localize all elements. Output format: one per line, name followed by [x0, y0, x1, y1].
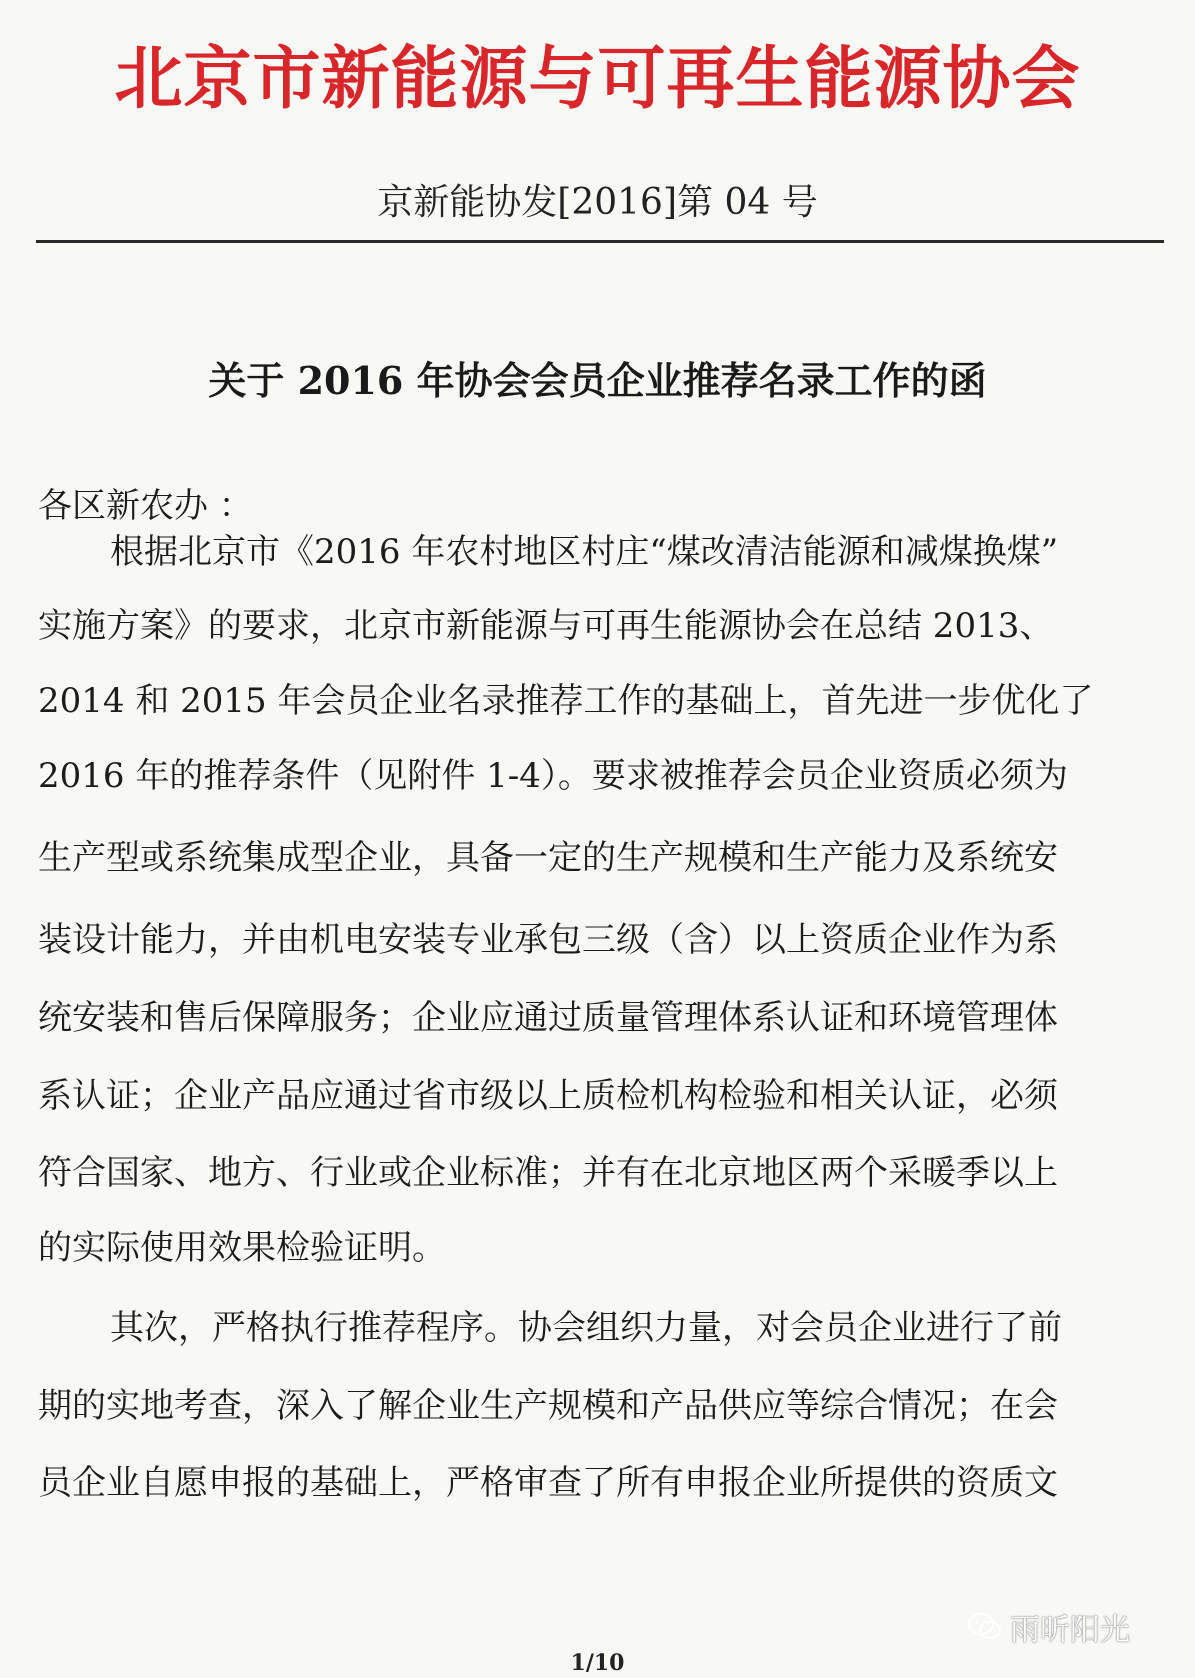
body-line: 员企业自愿申报的基础上，严格审查了所有申报企业所提供的资质文: [38, 1463, 1058, 1503]
letter-subject: 关于 2016 年协会会员企业推荐名录工作的函: [208, 358, 987, 403]
body-line: 装设计能力，并由机电安装专业承包三级（含）以上资质企业作为系: [38, 920, 1058, 960]
body-line: 生产型或系统集成型企业，具备一定的生产规模和生产能力及系统安: [38, 838, 1058, 878]
body-line: 系认证；企业产品应通过省市级以上质检机构检验和相关认证，必须: [38, 1076, 1058, 1116]
watermark-text: 雨昕阳光: [1010, 1613, 1130, 1648]
wechat-icon: [968, 1613, 1002, 1641]
body-line: 根据北京市《2016 年农村地区村庄“煤改清洁能源和减煤换煤”: [110, 532, 1059, 572]
body-line: 的实际使用效果检验证明。: [38, 1228, 446, 1268]
body-line: 符合国家、地方、行业或企业标准；并有在北京地区两个采暖季以上: [38, 1153, 1058, 1193]
body-line: 2016 年的推荐条件（见附件 1-4）。要求被推荐会员企业资质必须为: [38, 756, 1068, 796]
body-line: 实施方案》的要求，北京市新能源与可再生能源协会在总结 2013、: [38, 606, 1054, 646]
watermark: [968, 1605, 1130, 1649]
document-number: 京新能协发[2016]第 04 号: [377, 182, 818, 223]
page-number: 1/10: [570, 1650, 625, 1676]
body-line: 其次，严格执行推荐程序。协会组织力量，对会员企业进行了前: [110, 1308, 1062, 1348]
letter-salutation: 各区新农办 ：: [38, 486, 253, 526]
body-line: 期的实地考查，深入了解企业生产规模和产品供应等综合情况；在会: [38, 1386, 1058, 1426]
org-title: 北京市新能源与可再生能源协会: [114, 40, 1081, 119]
body-line: 统安装和售后保障服务；企业应通过质量管理体系认证和环境管理体: [38, 998, 1058, 1038]
header-divider: [36, 240, 1164, 243]
body-line: 2014 和 2015 年会员企业名录推荐工作的基础上，首先进一步优化了: [38, 681, 1094, 721]
